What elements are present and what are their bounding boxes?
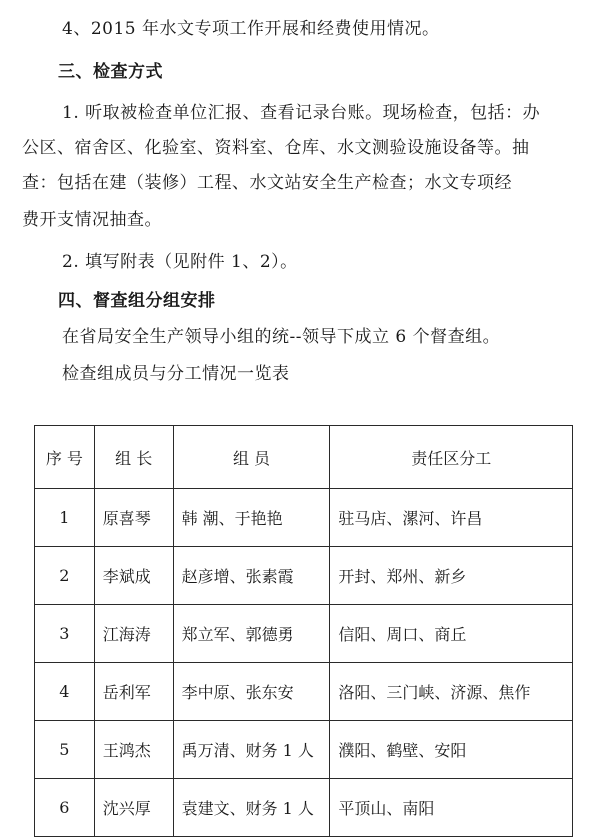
table-caption: 检查组成员与分工情况一览表 <box>62 364 290 384</box>
table-row <box>35 663 573 721</box>
method-1-line-4: 费开支情况抽查。 <box>22 210 162 230</box>
row-number: 1 <box>35 489 95 547</box>
row-area: 濮阳、鹤壁、安阳 <box>330 721 573 779</box>
row-members: 郑立军、郭德勇 <box>173 605 330 663</box>
arrangement-text: 在省局安全生产领导小组的统--领导下成立 6 个督查组。 <box>62 327 501 347</box>
row-area: 平顶山、南阳 <box>330 779 573 837</box>
method-1-line-2: 公区、宿舍区、化验室、资料室、仓库、水文测验设施设备等。抽 <box>22 138 530 158</box>
header-number: 序 号 <box>35 426 95 489</box>
table-row <box>35 547 573 605</box>
row-number: 5 <box>35 721 95 779</box>
header-members: 组 员 <box>173 426 330 489</box>
table-row <box>35 489 573 547</box>
row-area: 信阳、周口、商丘 <box>330 605 573 663</box>
row-number: 2 <box>35 547 95 605</box>
row-number: 6 <box>35 779 95 837</box>
table-row <box>35 721 573 779</box>
header-leader: 组 长 <box>94 426 173 489</box>
row-leader: 王鸿杰 <box>94 721 173 779</box>
row-area: 驻马店、漯河、许昌 <box>330 489 573 547</box>
row-members: 李中原、张东安 <box>173 663 330 721</box>
row-number: 4 <box>35 663 95 721</box>
row-area: 洛阳、三门峡、济源、焦作 <box>330 663 573 721</box>
row-members: 袁建文、财务 1 人 <box>173 779 330 837</box>
row-area: 开封、郑州、新乡 <box>330 547 573 605</box>
section-3-heading: 三、检查方式 <box>58 62 163 82</box>
row-leader: 李斌成 <box>94 547 173 605</box>
section-4-heading: 四、督查组分组安排 <box>58 291 216 311</box>
method-1-line-3: 查：包括在建（装修）工程、水文站安全生产检查；水文专项经 <box>22 173 512 193</box>
method-1-line-1: 1. 听取被检查单位汇报、查看记录台账。现场检查，包括：办 <box>62 103 541 123</box>
table-header-row <box>35 426 573 489</box>
method-2-text: 2. 填写附表（见附件 1、2）。 <box>62 252 298 272</box>
row-leader: 原喜琴 <box>94 489 173 547</box>
row-number: 3 <box>35 605 95 663</box>
header-area: 责任区分工 <box>330 426 573 489</box>
row-leader: 江海涛 <box>94 605 173 663</box>
table-row <box>35 605 573 663</box>
row-leader: 沈兴厚 <box>94 779 173 837</box>
row-members: 赵彦增、张素霞 <box>173 547 330 605</box>
inspection-group-table <box>34 425 573 837</box>
table-row <box>35 779 573 837</box>
row-members: 禹万清、财务 1 人 <box>173 721 330 779</box>
row-leader: 岳利军 <box>94 663 173 721</box>
item-4-text: 4、2015 年水文专项工作开展和经费使用情况。 <box>62 19 440 39</box>
row-members: 韩 潮、于艳艳 <box>173 489 330 547</box>
